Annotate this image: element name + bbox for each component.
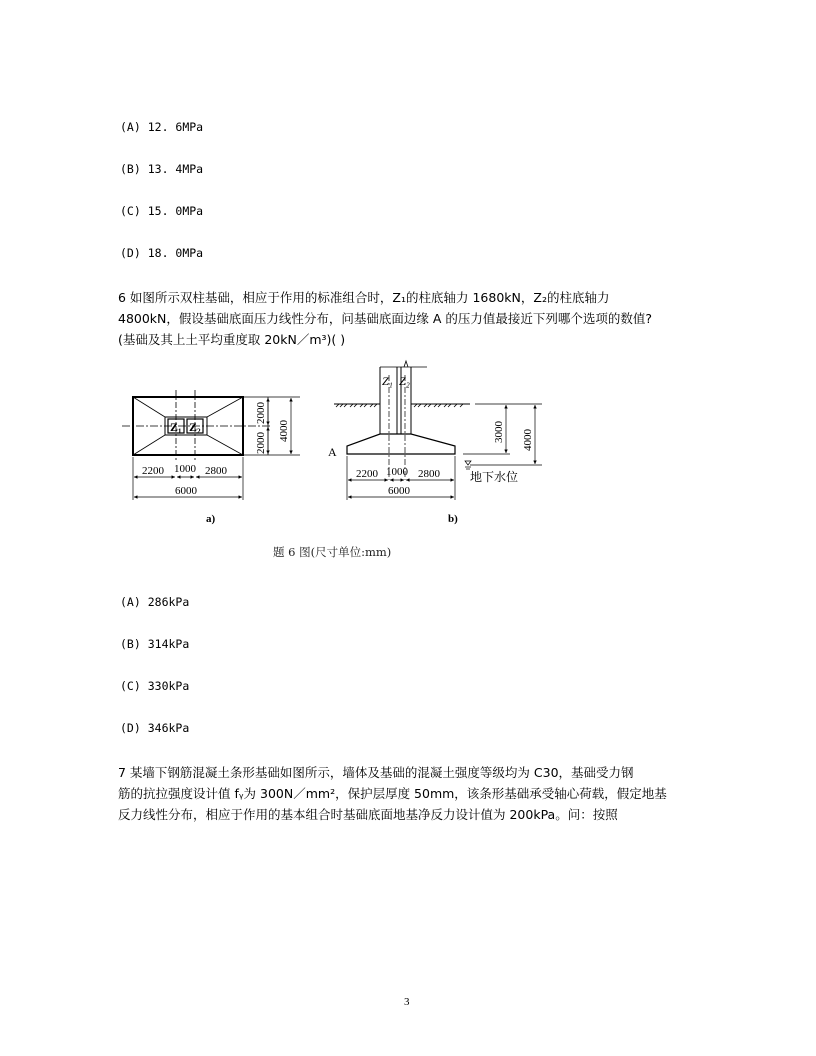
- q5-option-a: [120, 120, 203, 134]
- fig-a-col2-label: Z₂: [189, 420, 201, 434]
- option-label: (C): [120, 204, 141, 218]
- option-label: (B): [120, 637, 141, 651]
- q7-line-3: 反力线性分布，相应于作用的基本组合时基础底面地基净反力设计值为 200kPa。问：按照: [118, 807, 618, 822]
- q6-stem: [118, 287, 652, 350]
- option-label: (A): [120, 595, 141, 609]
- option-value: 286kPa: [147, 595, 190, 609]
- option-value: 15. 0MPa: [147, 204, 204, 218]
- q6-line-2: 4800kN，假设基础底面压力线性分布，问基础底面边缘 A 的压力值最接近下列哪个选项的数值?: [118, 311, 653, 326]
- option-value: 330kPa: [147, 679, 190, 693]
- option-label: (C): [120, 679, 141, 693]
- q7-line-2: 筋的抗拉强度设计值 fᵧ为 300N／mm²，保护层厚度 50mm，该条形基础承受轴心荷载，假定地基: [118, 786, 667, 801]
- q6-option-a: [120, 595, 189, 609]
- fig-b-dim-h-3: 2800: [418, 468, 440, 480]
- option-value: 13. 4MPa: [147, 162, 204, 176]
- option-label: (D): [120, 246, 141, 260]
- fig-a-label: a): [206, 513, 216, 525]
- fig-b-dim-water: 4000: [522, 429, 534, 451]
- q6-line-3: (基础及其上土平均重度取 20kN／m³)( ): [118, 332, 346, 347]
- q6-line-1: 6 如图所示双柱基础，相应于作用的标准组合时，Z₁的柱底轴力 1680kN，Z₂的柱底轴力: [118, 290, 610, 305]
- option-value: 18. 0MPa: [147, 246, 204, 260]
- fig-a-dim-h-1: 2200: [142, 465, 164, 477]
- fig-b-water-label: 地下水位: [470, 470, 519, 484]
- fig-b-dim-h-1: 2200: [356, 468, 378, 480]
- figure-a-plan-view: [120, 380, 310, 530]
- fig-a-dim-v-total: 4000: [278, 420, 290, 442]
- fig-b-dim-h-2: 1000: [386, 466, 408, 478]
- option-label: (A): [120, 120, 141, 134]
- fig-a-dim-total: 6000: [175, 485, 197, 497]
- figure-b-section-view: [320, 355, 560, 530]
- fig-b-edge-label: A: [328, 445, 337, 459]
- q6-option-c: [120, 679, 189, 693]
- q6-option-d: [120, 721, 189, 735]
- option-label: (B): [120, 162, 141, 176]
- option-value: 12. 6MPa: [147, 120, 204, 134]
- q5-option-c: [120, 204, 203, 218]
- q7-line-1: 7 某墙下钢筋混凝土条形基础如图所示，墙体及基础的混凝土强度等级均为 C30，基础受力钢: [118, 765, 634, 780]
- q5-option-d: [120, 246, 203, 260]
- water-level-icon: [465, 461, 471, 465]
- fig-b-col1-label: Z₁: [382, 374, 393, 388]
- option-value: 314kPa: [147, 637, 190, 651]
- fig-a-dim-h-3: 2800: [205, 465, 227, 477]
- page-number: 3: [404, 996, 410, 1008]
- option-label: (D): [120, 721, 141, 735]
- fig-b-col2-label: Z₂: [399, 374, 410, 388]
- q6-option-b: [120, 637, 189, 651]
- fig-b-dim-total: 6000: [388, 485, 410, 497]
- option-value: 346kPa: [147, 721, 190, 735]
- q5-option-b: [120, 162, 203, 176]
- fig-b-label: b): [448, 513, 458, 525]
- fig-a-col1-label: Z₁: [170, 420, 182, 434]
- figure-caption: 题 6 图(尺寸单位:mm): [273, 545, 392, 559]
- fig-a-dim-v-bottom: 2000: [255, 432, 267, 454]
- fig-a-dim-v-top: 2000: [255, 402, 267, 424]
- fig-a-dim-h-2: 1000: [174, 463, 196, 475]
- fig-b-dim-depth: 3000: [493, 421, 505, 443]
- q7-stem: [118, 762, 667, 825]
